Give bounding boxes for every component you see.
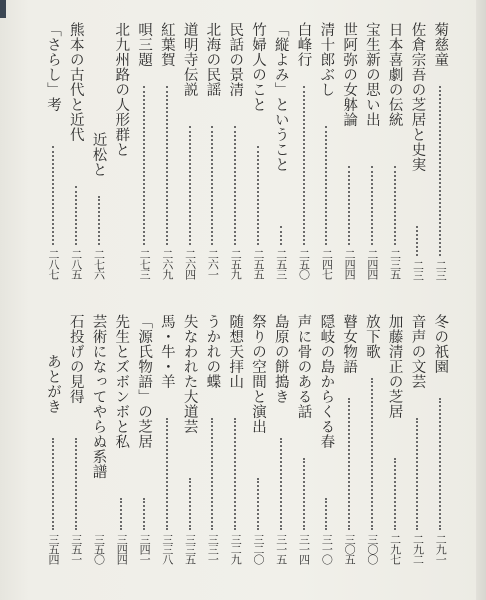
toc-page-number: 二四四 (365, 249, 379, 279)
toc-page-number: 二五五 (251, 249, 265, 279)
toc-page-number: 二五〇 (297, 249, 311, 279)
toc-entry[interactable] (316, 22, 336, 567)
toc-entry[interactable] (180, 22, 200, 567)
toc-page-number: 三四一 (138, 534, 152, 564)
toc-entry-title: 祭りの空間と演出 (249, 314, 266, 434)
toc-column (66, 22, 86, 567)
toc-column (43, 22, 63, 567)
leader-dots (303, 458, 305, 530)
cover-corner (0, 0, 6, 18)
toc-entry[interactable] (66, 22, 86, 567)
toc-page-number: 二八五 (69, 249, 83, 279)
toc-page-number: 三五一 (69, 534, 83, 564)
toc-entry-title: 竹婦人のこと (249, 22, 266, 112)
toc-column (202, 22, 222, 567)
leader-dots (416, 418, 418, 530)
toc-column (316, 22, 336, 567)
toc-page-number: 二五九 (229, 249, 243, 279)
toc-column (248, 22, 268, 567)
toc-entry-title: 清十郎ぶし (318, 22, 335, 97)
toc-entry[interactable] (407, 22, 427, 567)
toc-page-number: 三五四 (46, 534, 60, 564)
toc-page-number: 二九一 (434, 534, 448, 564)
toc-entry-title: 唄三題 (136, 22, 153, 67)
toc-page-number: 二七三 (138, 249, 152, 279)
toc-column (225, 22, 245, 567)
toc-entry-title: 「縦よみ」ということ (272, 22, 289, 172)
toc-entry-title: あとがき (44, 354, 61, 414)
toc-page-number: 二六九 (160, 249, 174, 279)
leader-dots (439, 398, 441, 530)
toc-page-number: 二五三 (274, 249, 288, 279)
toc-page-number: 三一四 (297, 534, 311, 564)
toc-entry-title: 宝生新の思い出 (363, 22, 380, 127)
toc-entry[interactable] (271, 22, 291, 567)
toc-page-number: 二七六 (92, 249, 106, 279)
toc-entry-title: 音声の文芸 (409, 314, 426, 389)
toc-entry-title: 日本喜劇の伝統 (386, 22, 403, 127)
toc-page-number: 三三一 (206, 534, 220, 564)
toc-page-number: 三二〇 (251, 534, 265, 564)
toc-entry-title: 北九州路の人形群と (113, 22, 130, 157)
toc-column (89, 22, 109, 567)
toc-page-number: 三二九 (229, 534, 243, 564)
toc-entry-title: 瞽女物語 (341, 314, 358, 374)
toc-column (157, 22, 177, 567)
toc-entry-title: 近松と (90, 132, 107, 177)
toc-page-number: 三一五 (274, 534, 288, 564)
toc-column (430, 22, 450, 567)
toc-entry-title: 芸術になってやらぬ系譜 (90, 314, 107, 479)
leader-dots (394, 458, 396, 530)
toc-entry-title: うかれの蝶 (204, 314, 221, 389)
toc-page-number: 二三 (434, 260, 448, 280)
leader-dots (189, 478, 191, 530)
toc-page-number: 二九七 (388, 534, 402, 564)
toc-entry-title: 世阿弥の女躰論 (341, 22, 358, 127)
toc-entry-title: 道明寺伝説 (181, 22, 198, 97)
toc-column (180, 22, 200, 567)
toc-entry-title: 佐倉宗吾の芝居と史実 (409, 22, 426, 172)
toc-entry[interactable] (385, 22, 405, 567)
toc-page-number: 二六一 (206, 249, 220, 279)
toc-column (339, 22, 359, 567)
toc-page-number: 三〇五 (343, 534, 357, 564)
toc-entry-title: 隠岐の島からくる春 (318, 314, 335, 449)
table-of-contents (40, 22, 450, 567)
toc-entry-title: 失なわれた大道芸 (181, 314, 198, 434)
toc-entry[interactable] (111, 22, 131, 567)
toc-column (385, 22, 405, 567)
toc-entry[interactable] (294, 22, 314, 567)
toc-entry-title: 島原の餅搗き (272, 314, 289, 404)
toc-entry[interactable] (89, 22, 109, 567)
toc-entry-title: 声に骨のある話 (295, 314, 312, 419)
leader-dots (211, 418, 213, 530)
toc-page-number: 三五〇 (92, 534, 106, 564)
leader-dots (75, 438, 77, 530)
toc-column (407, 22, 427, 567)
toc-entry-title: 北海の民謡 (204, 22, 221, 97)
toc-page-number: 二九二 (411, 534, 425, 564)
toc-entry[interactable] (43, 22, 63, 567)
toc-entry[interactable] (225, 22, 245, 567)
page-edge (476, 0, 486, 600)
toc-entry-title: 先生とズボンボと私 (113, 314, 130, 449)
toc-entry[interactable] (248, 22, 268, 567)
toc-column (134, 22, 154, 567)
toc-page-number: 三三八 (160, 534, 174, 564)
toc-page-number: 三〇〇 (365, 534, 379, 564)
leader-dots (325, 498, 327, 530)
toc-entry[interactable] (430, 22, 450, 567)
toc-entry[interactable] (202, 22, 222, 567)
toc-column (111, 22, 131, 567)
toc-entry-title: 加藤清正の芝居 (386, 314, 403, 419)
toc-page-number: 二三五 (388, 249, 402, 279)
toc-page-number: 二四四 (343, 249, 357, 279)
toc-page-number: 三一〇 (320, 534, 334, 564)
leader-dots (234, 418, 236, 530)
leader-dots (257, 478, 259, 530)
toc-entry-title: 随想天拝山 (227, 314, 244, 389)
toc-entry-title: 馬・牛・羊 (158, 314, 175, 389)
toc-entry[interactable] (134, 22, 154, 567)
toc-entry[interactable] (157, 22, 177, 567)
toc-entry-title: 「源氏物語」の芝居 (136, 314, 153, 449)
toc-entry-title: 白峰行 (295, 22, 312, 67)
toc-page-number: 二三 (411, 260, 425, 280)
toc-entry-title: 石投げの見得 (67, 314, 84, 404)
toc-page-number: 二四七 (320, 249, 334, 279)
toc-entry-title: 菊慈童 (432, 22, 449, 67)
toc-page-number: 三四四 (115, 534, 129, 564)
leader-dots (166, 418, 168, 530)
leader-dots (371, 378, 373, 530)
leader-dots (120, 498, 122, 530)
toc-column (271, 22, 291, 567)
leader-dots (143, 498, 145, 530)
toc-column (294, 22, 314, 567)
toc-page-number: 二六四 (183, 249, 197, 279)
toc-entry-title: 紅葉賀 (158, 22, 175, 67)
toc-entry-title: 熊本の古代と近代 (67, 22, 84, 142)
toc-column (362, 22, 382, 567)
toc-entry-title: 民話の景清 (227, 22, 244, 97)
toc-page-number: 二八七 (46, 249, 60, 279)
toc-entry-title: 「さらし」考 (44, 22, 61, 112)
toc-page-number: 三三五 (183, 534, 197, 564)
toc-entry-title: 冬の祇園 (432, 314, 449, 374)
toc-entry-title: 放下歌 (363, 314, 380, 359)
leader-dots (348, 398, 350, 530)
toc-entry[interactable] (362, 22, 382, 567)
toc-entry[interactable] (339, 22, 359, 567)
leader-dots (280, 438, 282, 530)
leader-dots (52, 438, 54, 530)
